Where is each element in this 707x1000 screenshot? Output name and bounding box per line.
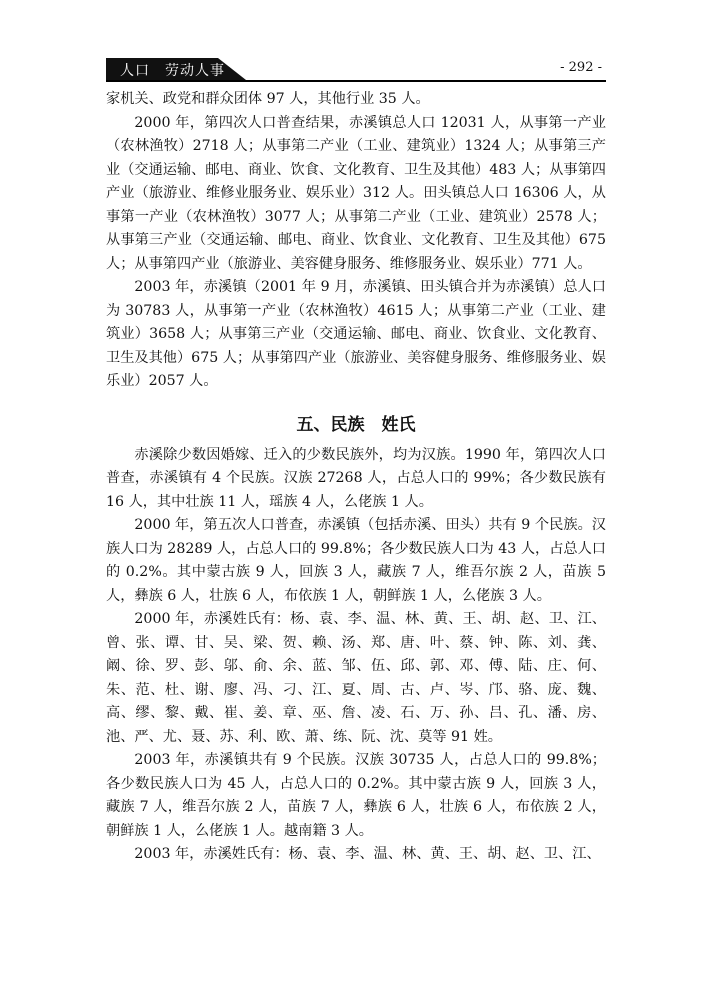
paragraph: 2000 年，赤溪姓氏有：杨、袁、李、温、林、黄、王、胡、赵、卫、江、曾、张、谭、甘、吴、梁、贺、赖、汤、郑、唐、叶、蔡、钟、陈、刘、龚、阚、徐、罗、彭、邬、俞、余、蓝、邹、伍、邱、郭、邓、傅、陆、庄、何、朱、范、杜、谢、廖、冯、刁、江、夏、周、古、卢、岑、邝、骆、庞、魏、高、缪、黎、戴、崔、姜、章、巫、詹、凌、石、万、孙、吕、孔、潘、房、池、严、尤、聂、苏、利、欧、萧、练、阮、沈、莫等 91 姓。 xyxy=(106,611,606,745)
paragraph: 家机关、政党和群众团体 97 人，其他行业 35 人。 xyxy=(106,91,430,107)
page-body xyxy=(106,88,606,867)
paragraph: 2003 年，赤溪镇共有 9 个民族。汉族 30735 人，占总人口的 99.8%；各少数民族人口为 45 人，占总人口的 0.2%。其中蒙古族 9 人，回族 3 人，藏族 7 人，维吾尔族 2 人，苗族 7 人，彝族 6 人，壮族 6 人，布依族 2 人，朝鲜族 1 人，么佬族 1 人。越南籍 3 人。 xyxy=(106,752,606,839)
header-rule xyxy=(106,80,606,82)
page-header xyxy=(106,58,606,82)
paragraph: 2003 年，赤溪姓氏有：杨、袁、李、温、林、黄、王、胡、赵、卫、江、 xyxy=(134,846,601,862)
paragraph: 2000 年，第五次人口普查，赤溪镇（包括赤溪、田头）共有 9 个民族。汉族人口为 28289 人，占总人口的 99.8%；各少数民族人口为 43 人，占总人口的 0.2%。其中蒙古族 9 人，回族 3 人，藏族 7 人，维吾尔族 2 人，苗族 5 人，彝族 6 人，壮族 6 人，布依族 1 人，朝鲜族 1 人，么佬族 3 人。 xyxy=(106,517,606,604)
paragraph: 2000 年，第四次人口普查结果，赤溪镇总人口 12031 人，从事第一产业（农林渔牧）2718 人；从事第二产业（工业、建筑业）1324 人；从事第三产业（交通运输、邮电、商业、饮食、文化教育、卫生及其他）483 人；从事第四产业（旅游业、维修业服务业、娱乐业）312 人。田头镇总人口 16306 人，从事第一产业（农林渔牧）3077 人；从事第二产业（工业、建筑业）2578 人；从事第三产业（交通运输、邮电、商业、饮食业、文化教育、卫生及其他）675 人；从事第四产业（旅游业、美容健身服务、维修服务业、娱乐业）771 人。 xyxy=(106,114,606,272)
page-number: - 292 - xyxy=(560,60,602,75)
chapter-title: 人口 劳动人事 xyxy=(120,63,225,79)
paragraph: 2003 年，赤溪镇（2001 年 9 月，赤溪镇、田头镇合并为赤溪镇）总人口为 30783 人，从事第一产业（农林渔牧）4615 人；从事第二产业（工业、建筑业）3658 人；从事第三产业（交通运输、邮电、商业、饮食业、文化教育、卫生及其他）675 人；从事第四产业（旅游业、美容健身服务、维修服务业、娱乐业）2057 人。 xyxy=(106,279,606,389)
section-title: 五、民族 姓氏 xyxy=(296,414,416,435)
paragraph: 赤溪除少数因婚嫁、迁入的少数民族外，均为汉族。1990 年，第四次人口普查，赤溪镇有 4 个民族。汉族 27268 人，占总人口的 99%；各少数民族有 16 人，其中壮族 11 人，瑶族 4 人，么佬族 1 人。 xyxy=(106,446,606,510)
